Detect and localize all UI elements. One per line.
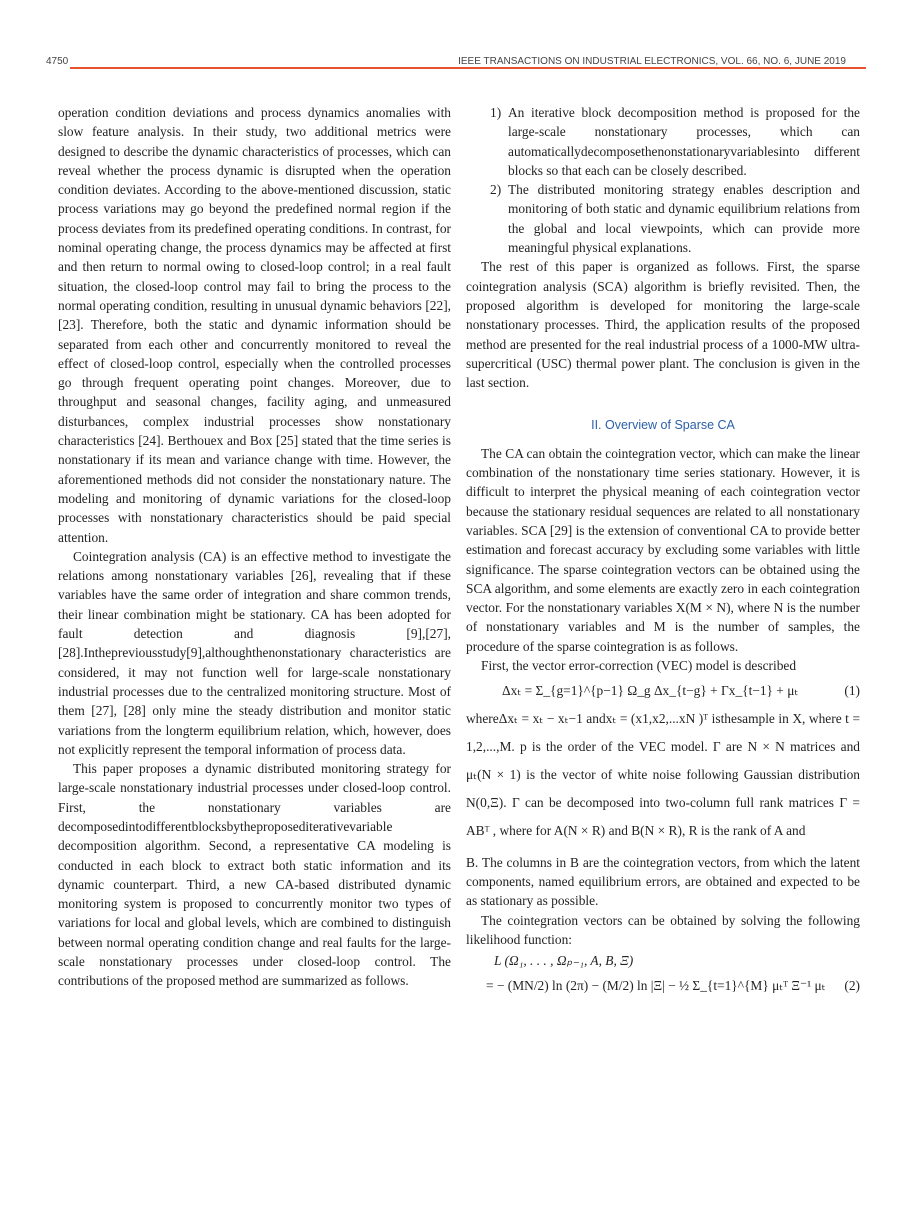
paragraph: The rest of this paper is organized as follows. First, the sparse cointegration analysis (SCA) algorithm is briefly revisited. Then, the proposed algorithm is developed for monitoring the large-scale nonstationary processes. Third, the application results of the proposed method are presented for the real industrial process of a 1000-MW ultra-supercritical (USC) thermal power plant. The conclusion is given in the last section. bbox=[466, 259, 860, 391]
list-text: An iterative block decomposition method is proposed for the large-scale nonstationary processes, which can automaticallydecomposethenonstationaryvariablesinto different blocks so that each can be closely described. bbox=[508, 105, 860, 178]
equation-body: Δxₜ = Σ_{g=1}^{p−1} Ω_g Δx_{t−g} + Γx_{t−1} + μₜ bbox=[502, 683, 799, 699]
equation-number: (2) bbox=[844, 978, 860, 994]
paragraph: whereΔxₜ = xₜ − xₜ−1 andxₜ = (x1,x2,...xN )ᵀ isthesample in X, where t = 1,2,...,M. p is the order of the VEC model. Γ are N × N matrices and μₜ(N × 1) is the vector of white noise following Gaussian distribution N(0,Ξ). Γ can be decomposed into two-column full rank matrices Γ = ABᵀ , where for A(N × R) and B(N × R), R is the rank of A and bbox=[466, 710, 860, 838]
journal-title: IEEE TRANSACTIONS ON INDUSTRIAL ELECTRONICS, VOL. 66, NO. 6, JUNE 2019 bbox=[458, 56, 846, 67]
equation-1 bbox=[466, 681, 860, 700]
paragraph: B. The columns in B are the cointegration vectors, from which the latent components, named equilibrium errors, are obtained and expected to be as stationary as possible. bbox=[466, 854, 860, 909]
list-number: 2) bbox=[490, 182, 502, 198]
contribution-item bbox=[490, 103, 860, 180]
paragraph: First, the vector error-correction (VEC) model is described bbox=[481, 658, 797, 674]
paragraph: The CA can obtain the cointegration vector, which can make the linear combination of the nonstationary time series stationary. However, it is difficult to interpret the physical meaning of each cointegration vector because the stationary residual sequences are related to all nonstationary variables. SCA [29] is the extension of conventional CA to provide better estimation and forecast accuracy by excluding some variables with little significance. The sparse cointegration vectors can be obtained using the SCA algorithm, and some elements are exactly zero in each cointegration vector. For the nonstationary variables X(M × N), where N is the number of nonstationary variables and M is the number of samples, the procedure of the sparse cointegration is as follows. bbox=[466, 445, 860, 654]
paragraph: This paper proposes a dynamic distributed monitoring strategy for large-scale nonstationary industrial processes under closed-loop control. First, the nonstationary variables are decomposedintodifferentblocksbytheproposediterativevariable decomposition algorithm. Second, a representative CA modeling is conducted in each block to extract both static information and its dynamic counterpart. Third, a new CA-based distributed dynamic monitoring system is proposed to concurrently monitor two types of variations for local and global levels, which are combined to distinguish between normal operating condition change and real faults for the large-scale nonstationary processes under closed-loop control. The contributions of the proposed method are summarized as follows. bbox=[58, 761, 451, 989]
list-number: 1) bbox=[490, 105, 502, 120]
page-number: 4750 bbox=[46, 56, 69, 67]
equation-number: (1) bbox=[844, 683, 860, 699]
equation-body: = − (MN/2) ln (2π) − (M/2) ln |Ξ| − ½ Σ_{t=1}^{M} μₜᵀ Ξ⁻¹ μₜ bbox=[486, 978, 826, 994]
paragraph: Cointegration analysis (CA) is an effective method to investigate the relations among nonstationary variables [26], revealing that if these variables have the same order of integration and share common trends, their linear combination might be stationary. CA has been adopted for fault detection and diagnosis [9],[27],[28].Inthepreviousstudy[9],althoughthenonstationary characteristics are considered, it may not function well for large-scale nonstationary industrial processes due to the centralized monitoring structure. Most of them [27], [28] only mine the steady distribution and monitor static variations from the longterm equilibrium relation, which, however, does not explicitly represent the temporal information of process data. bbox=[58, 548, 451, 757]
left-column bbox=[58, 103, 451, 991]
running-header bbox=[46, 56, 866, 70]
equation-2 bbox=[486, 976, 860, 995]
right-column bbox=[466, 103, 860, 1000]
header-rule bbox=[70, 67, 866, 69]
equation-2-lhs: L (Ω₁, . . . , Ωₚ₋₁, A, B, Ξ) bbox=[494, 953, 634, 969]
list-text: The distributed monitoring strategy enables description and monitoring of both static and dynamic equilibrium relations from the global and local viewpoints, which can provide more meaningful physical explanations. bbox=[508, 182, 860, 256]
contribution-item bbox=[490, 180, 860, 257]
paragraph: operation condition deviations and process dynamics anomalies with slow feature analysis. In their study, two additional metrics were designed to describe the dynamic characteristics of processes, which can reveal whether the process dynamic is disrupted when the operation condition deviates. According to the above-mentioned discussion, static process variations may go beyond the predefined normal region if the process deviates from its predefined operating conditions. In contrast, for nominal operating change, the process dynamics may be affected at first and then return to normal owing to closed-loop control; in a real fault situation, the closed-loop control may fail to bring the process to the normal operating condition, resulting in unusual dynamic behaviors [22], [23]. Therefore, both the static and dynamic information should be separated from each other and concurrently monitored to reveal the effect of closed-loop control, especially when the controlled processes go through frequent operating point changes. Moreover, due to throughput and seasonal changes, facility aging, and unmeasured disturbances, complex industrial processes show nonstationary characteristics [24]. Berthouex and Box [25] stated that the time series is nonstationary if its mean and variance change with time. However, the aforementioned methods did not consider the nonstationary nature. The modeling and monitoring of dynamic variations for the closed-loop processes with nonstationary characteristics should be paid special attention. bbox=[58, 105, 451, 545]
paragraph: The cointegration vectors can be obtained by solving the following likelihood function: bbox=[466, 912, 860, 947]
section-heading: II. Overview of Sparse CA bbox=[591, 418, 735, 433]
